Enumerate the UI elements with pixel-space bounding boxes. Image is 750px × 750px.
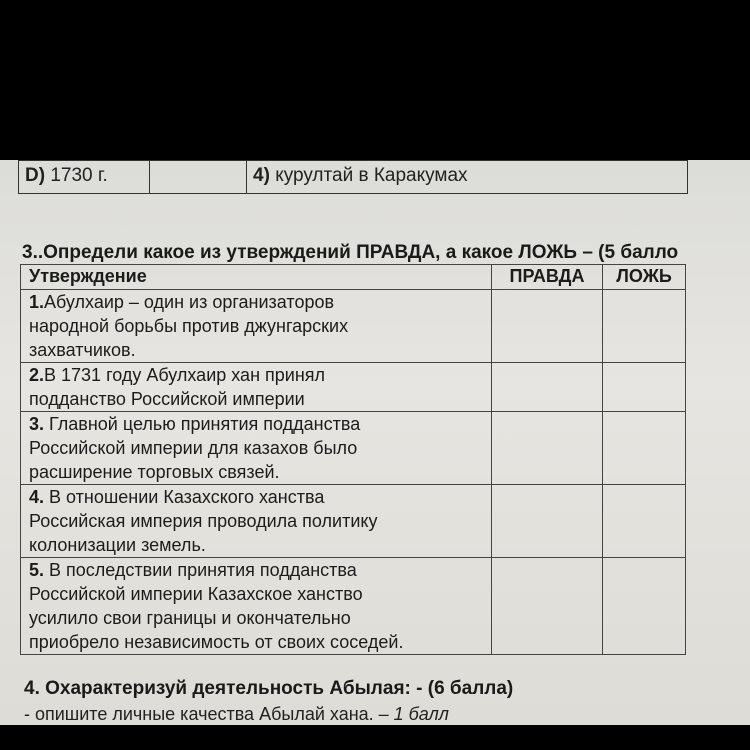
- true-answer-cell[interactable]: [492, 485, 603, 558]
- option-text: 1730 г.: [50, 165, 108, 186]
- worksheet-page: [0, 160, 750, 725]
- header-statement: Утверждение: [21, 265, 492, 290]
- statement-number: 3.: [29, 414, 45, 434]
- false-answer-cell[interactable]: [603, 363, 686, 412]
- true-answer-cell[interactable]: [492, 558, 603, 655]
- question-4-title: 4. Охарактеризуй деятельность Абылая: - (6 балла): [24, 678, 514, 699]
- statement-text: В отношении Казахского ханства Российская империя проводила политику колонизации земель.: [29, 487, 378, 555]
- false-answer-cell[interactable]: [603, 485, 686, 558]
- statement-text: Главной целью принятия подданства Российской империи для казахов было расширение торговых связей.: [29, 414, 361, 482]
- true-answer-cell[interactable]: [492, 363, 603, 412]
- statement-cell: [21, 485, 492, 558]
- option-cell: [247, 161, 688, 194]
- statement-number: 4.: [29, 487, 45, 507]
- table-row: [21, 558, 686, 655]
- option-number: 4): [253, 165, 270, 186]
- statement-cell: [21, 558, 492, 655]
- empty-cell: [150, 161, 247, 194]
- true-false-table: [20, 264, 686, 655]
- option-letter: D): [25, 165, 46, 186]
- question-4-subtask: [24, 704, 449, 725]
- header-false: ЛОЖЬ: [603, 265, 686, 290]
- subtask-points: 1 балл: [393, 704, 449, 724]
- statement-number: 1.: [29, 292, 45, 312]
- statement-number: 2.: [29, 365, 45, 385]
- header-true: ПРАВДА: [492, 265, 603, 290]
- table-row: [21, 363, 686, 412]
- statement-cell: [21, 290, 492, 363]
- true-answer-cell[interactable]: [492, 290, 603, 363]
- answer-matching-table: [18, 160, 688, 194]
- table-header-row: [21, 265, 686, 290]
- true-answer-cell[interactable]: [492, 412, 603, 485]
- false-answer-cell[interactable]: [603, 412, 686, 485]
- statement-text: Абулхаир – один из организаторов народной борьбы против джунгарских захватчиков.: [29, 292, 349, 360]
- statement-cell: [21, 363, 492, 412]
- statement-cell: [21, 412, 492, 485]
- false-answer-cell[interactable]: [603, 558, 686, 655]
- option-cell: [19, 161, 150, 194]
- option-text: курултай в Каракумах: [275, 165, 468, 186]
- statement-text: В 1731 году Абулхаир хан принял подданство Российской империи: [29, 365, 326, 409]
- subtask-text: - опишите личные качества Абылай хана. –: [24, 704, 394, 724]
- question-3-title: 3..Определи какое из утверждений ПРАВДА, а какое ЛОЖЬ – (5 балло: [22, 242, 679, 263]
- false-answer-cell[interactable]: [603, 290, 686, 363]
- statement-text: В последствии принятия подданства Российской империи Казахское ханство усилило свои границы и окончательно приобрело независимость от своих соседей.: [29, 560, 404, 652]
- table-row: [21, 412, 686, 485]
- statement-number: 5.: [29, 560, 45, 580]
- table-row: [21, 290, 686, 363]
- table-row: [19, 161, 688, 194]
- table-row: [21, 485, 686, 558]
